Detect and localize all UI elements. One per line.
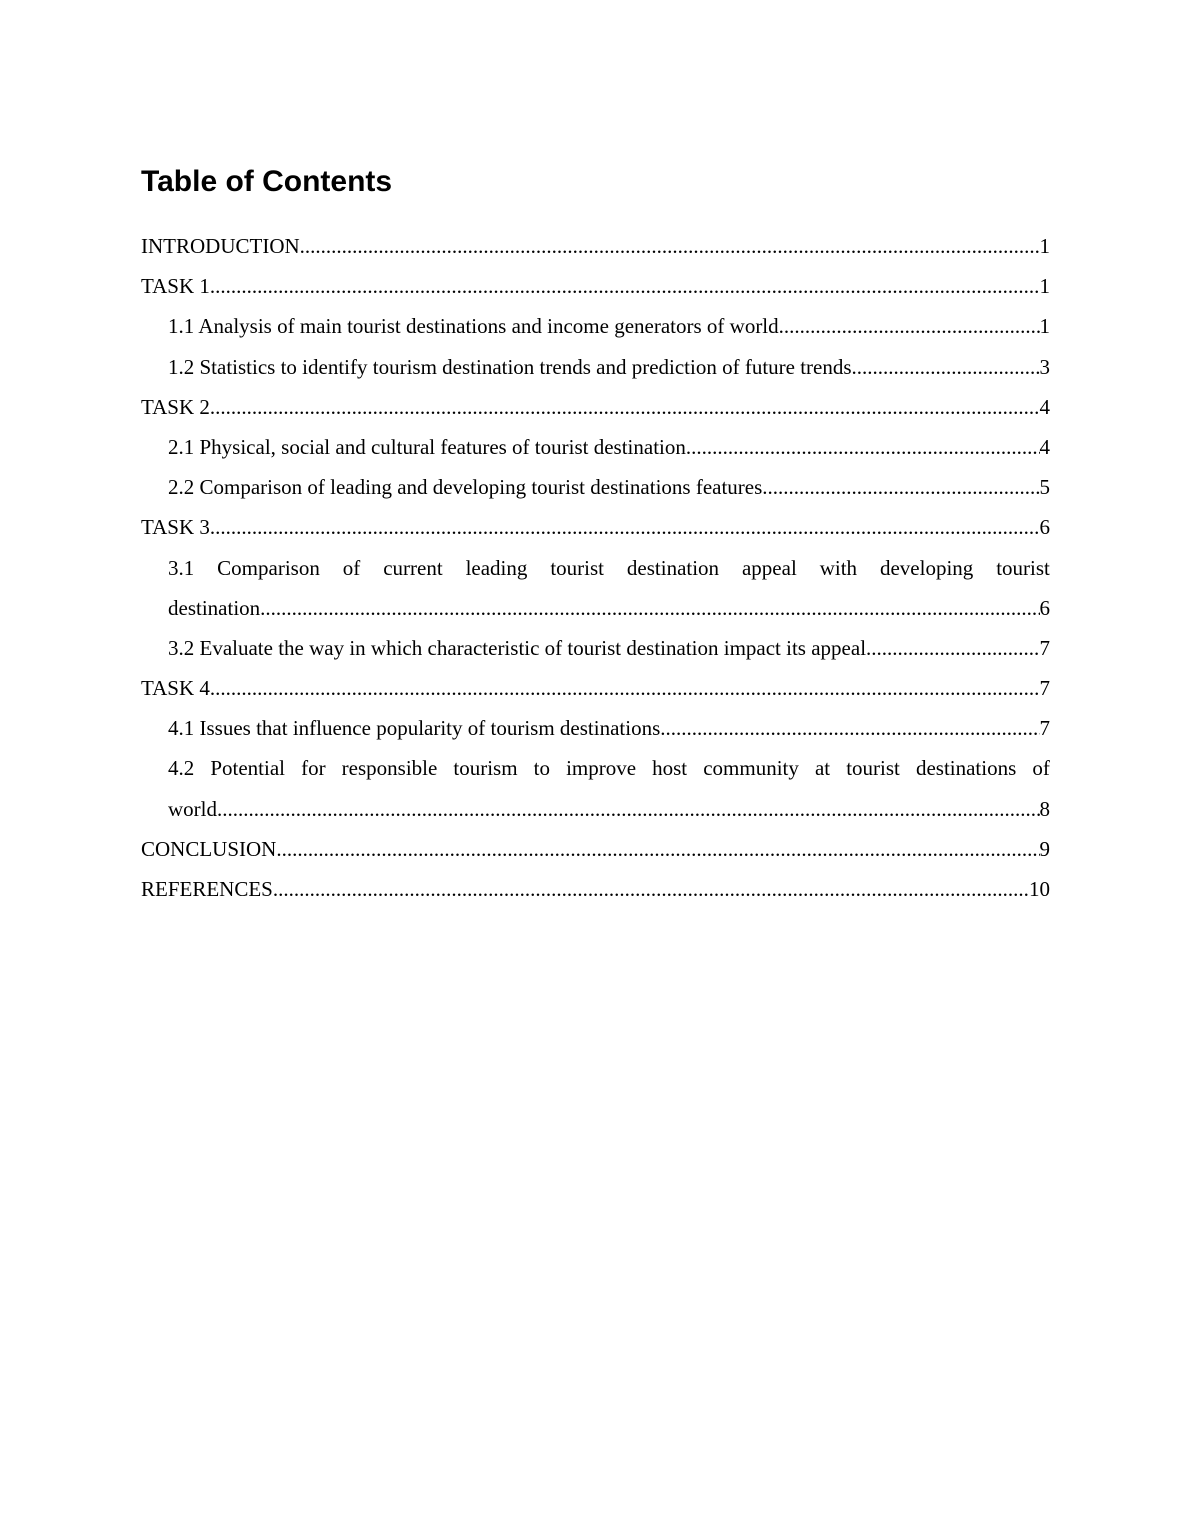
toc-list <box>141 226 1050 909</box>
toc-entry-label: TASK 3 <box>141 515 210 540</box>
toc-entry-task-4[interactable] <box>141 668 1050 708</box>
toc-entry-3-1[interactable] <box>141 548 1050 628</box>
toc-entry-1-1[interactable] <box>141 306 1050 346</box>
dot-leader <box>660 708 1039 748</box>
toc-entry-word: tourist <box>550 555 604 580</box>
toc-entry-page: 8 <box>1039 796 1050 821</box>
toc-entry-word: 3.1 <box>168 555 195 580</box>
toc-entry-word: Comparison <box>217 555 320 580</box>
toc-entry-page: 7 <box>1039 635 1050 660</box>
toc-entry-line2 <box>168 588 1050 628</box>
toc-entry-task-1[interactable] <box>141 266 1050 306</box>
toc-entry-page: 4 <box>1039 434 1050 459</box>
dot-leader <box>686 427 1040 467</box>
toc-entry-label: 1.2 Statistics to identify tourism destination trends and prediction of future trends <box>168 354 852 379</box>
toc-entry-4-2[interactable] <box>141 748 1050 828</box>
dot-leader <box>273 869 1029 909</box>
toc-entry-label: 2.2 Comparison of leading and developing tourist destinations features <box>168 475 763 500</box>
toc-entry-label-line1 <box>168 748 1050 788</box>
toc-entry-word: appeal <box>741 555 797 580</box>
toc-entry-2-1[interactable] <box>141 427 1050 467</box>
toc-entry-label: TASK 2 <box>141 394 210 419</box>
dot-leader <box>779 306 1040 346</box>
toc-entry-word: with <box>819 555 858 580</box>
toc-entry-page: 7 <box>1039 676 1050 701</box>
toc-entry-word: of <box>1032 756 1050 781</box>
toc-entry-word: tourism <box>453 756 518 781</box>
toc-entry-word: 4.2 <box>168 756 195 781</box>
toc-entry-task-3[interactable] <box>141 507 1050 547</box>
dot-leader <box>210 507 1040 547</box>
toc-entry-page: 5 <box>1039 475 1050 500</box>
toc-entry-references[interactable] <box>141 869 1050 909</box>
dot-leader <box>210 387 1040 427</box>
toc-entry-word: to <box>533 756 550 781</box>
toc-entry-label: 4.1 Issues that influence popularity of tourism destinations <box>168 716 661 741</box>
dot-leader <box>866 628 1039 668</box>
toc-entry-word: responsible <box>341 756 438 781</box>
toc-entry-page: 6 <box>1039 595 1050 620</box>
document-page <box>141 160 1050 909</box>
toc-entry-word: community <box>703 756 799 781</box>
toc-entry-label: REFERENCES <box>141 877 273 901</box>
toc-entry-label: CONCLUSION <box>141 836 277 861</box>
toc-entry-word: destination <box>626 555 720 580</box>
dot-leader <box>210 668 1040 708</box>
toc-entry-label-line2: world <box>168 796 217 821</box>
toc-entry-page: 9 <box>1039 836 1050 861</box>
toc-entry-1-2[interactable] <box>141 347 1050 387</box>
toc-entry-label-line2: destination <box>168 595 261 620</box>
toc-entry-page: 1 <box>1039 274 1050 299</box>
toc-entry-label: 2.1 Physical, social and cultural features of tourist destination <box>168 434 686 459</box>
toc-entry-word: leading <box>465 555 528 580</box>
toc-entry-label: 1.1 Analysis of main tourist destinations and income generators of world <box>168 314 779 339</box>
toc-title: Table of Contents <box>141 165 393 198</box>
toc-entry-introduction[interactable] <box>141 226 1050 266</box>
toc-entry-2-2[interactable] <box>141 467 1050 507</box>
toc-entry-page: 7 <box>1039 716 1050 741</box>
toc-entry-word: tourist <box>846 756 900 781</box>
toc-entry-word: at <box>814 756 831 781</box>
dot-leader <box>260 588 1039 628</box>
toc-entry-word: of <box>342 555 361 580</box>
toc-entry-word: Potential <box>210 756 285 781</box>
toc-entry-label: 3.2 Evaluate the way in which characteristic of tourist destination impact its appeal <box>168 635 867 660</box>
toc-entry-3-2[interactable] <box>141 628 1050 668</box>
toc-entry-4-1[interactable] <box>141 708 1050 748</box>
toc-entry-word: for <box>301 756 326 781</box>
dot-leader <box>210 266 1040 306</box>
toc-entry-label: INTRODUCTION <box>141 234 300 258</box>
dot-leader <box>852 347 1040 387</box>
toc-entry-page: 3 <box>1039 354 1050 379</box>
toc-entry-word: current <box>383 555 443 580</box>
toc-entry-page: 1 <box>1039 314 1050 339</box>
toc-entry-label: TASK 4 <box>141 676 210 701</box>
toc-entry-label-line1 <box>168 548 1050 588</box>
toc-entry-task-2[interactable] <box>141 387 1050 427</box>
toc-entry-page: 1 <box>1039 234 1050 258</box>
dot-leader <box>762 467 1039 507</box>
dot-leader <box>276 829 1039 869</box>
toc-entry-line2 <box>168 789 1050 829</box>
toc-entry-word: tourist <box>996 555 1050 580</box>
toc-entry-page: 6 <box>1039 515 1050 540</box>
toc-entry-label: TASK 1 <box>141 274 210 299</box>
dot-leader <box>217 789 1040 829</box>
toc-entry-word: developing <box>879 555 974 580</box>
toc-entry-page: 10 <box>1029 877 1050 901</box>
dot-leader <box>300 226 1040 266</box>
toc-entry-word: host <box>652 756 688 781</box>
toc-entry-word: destinations <box>915 756 1017 781</box>
toc-entry-word: improve <box>566 756 637 781</box>
toc-entry-page: 4 <box>1039 394 1050 419</box>
toc-entry-conclusion[interactable] <box>141 829 1050 869</box>
